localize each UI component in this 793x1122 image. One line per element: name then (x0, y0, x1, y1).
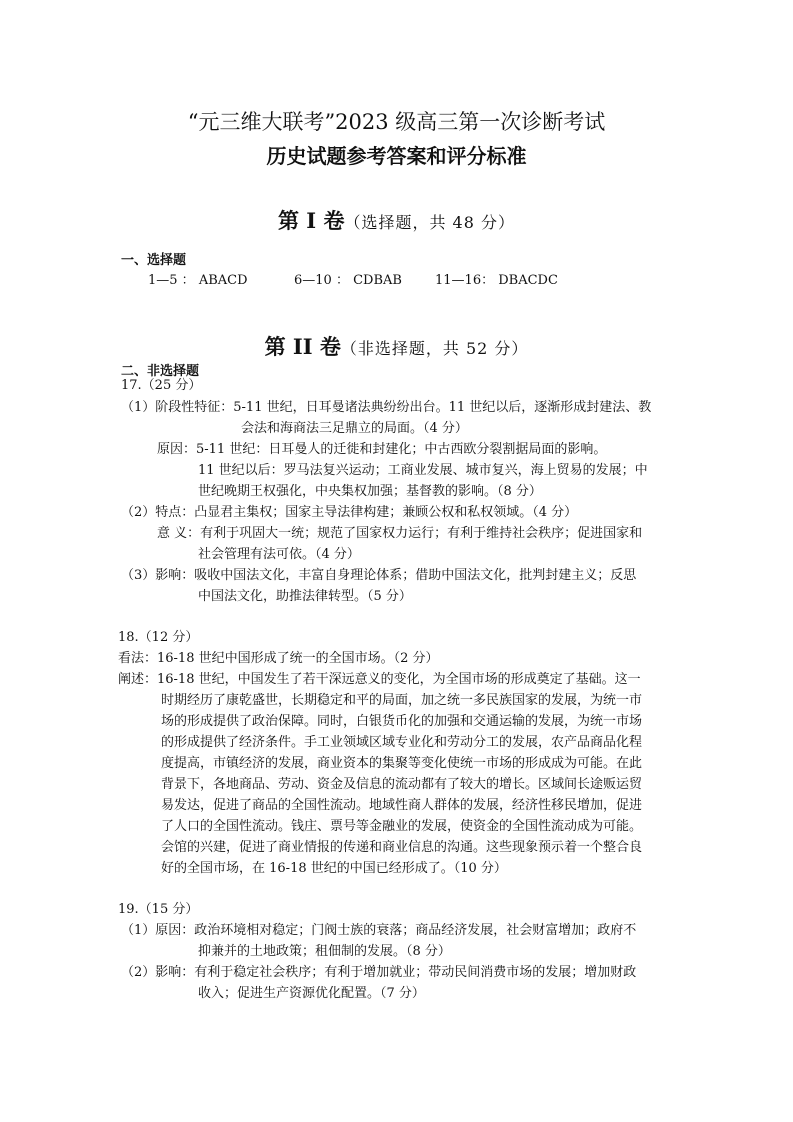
mcq-range: 1—5 ： (148, 273, 195, 288)
volume-2-note: （非选择题，共 52 分） (340, 339, 529, 358)
q17-line: 会法和海商法三足鼎立的局面。（4 分） (241, 421, 468, 436)
section-2-heading: 二、非选择题 (121, 364, 200, 379)
volume-2-heading (0, 331, 793, 361)
q18-line: 好的全国市场，在 16-18 世纪的中国已经形成了。（10 分） (161, 861, 507, 876)
q18-line: 会馆的兴建，促进了商业情报的传递和商业信息的沟通。这些现象预示着一个整合良 (161, 840, 643, 855)
q17-line: （1）阶段性特征：5-11 世纪，日耳曼诸法典纷纷出台。11 世纪以后，逐渐形成封建法、教 (121, 400, 652, 415)
mcq-range: 11—16： (435, 273, 495, 288)
q18-line: 场的形成提供了政治保障。同时，白银货币化的加强和交通运输的发展，为统一市场 (161, 714, 643, 729)
q19-line: 收入；促进生产资源优化配置。（7 分） (198, 986, 425, 1001)
q17-line: 意 义：有利于巩固大一统；规范了国家权力运行；有利于维持社会秩序；促进国家和 (157, 526, 643, 541)
volume-1-heading (0, 205, 793, 235)
q17-line: 社会管理有法可依。（4 分） (198, 547, 360, 562)
q18-line: 时期经历了康乾盛世，长期稳定和平的局面，加之统一多民族国家的发展，为统一市 (161, 693, 643, 708)
q17-line: 原因：5-11 世纪：日耳曼人的迁徙和封建化；中古西欧分裂割据局面的影响。 (157, 442, 607, 457)
mcq-answers: DBACDC (498, 273, 558, 288)
q19-line: （1）原因：政治环境相对稳定；门阀士族的衰落；商品经济发展，社会财富增加；政府不 (121, 923, 637, 938)
q17-line: 11 世纪以后：罗马法复兴运动；工商业发展、城市复兴，海上贸易的发展；中 (198, 463, 648, 478)
q17-line: 中国法文化，助推法律转型。（5 分） (198, 589, 412, 604)
q18-heading: 18.（12 分） (118, 630, 199, 645)
q19-line: 抑兼并的土地政策；租佃制的发展。（8 分） (198, 944, 451, 959)
mcq-group-1 (148, 269, 248, 288)
q18-line: 的形成提供了经济条件。手工业领域区域专业化和劳动分工的发展，农产品商品化程 (161, 735, 643, 750)
q19-heading: 19.（15 分） (118, 902, 199, 917)
q18-line: 阐述：16-18 世纪，中国发生了若干深远意义的变化，为全国市场的形成奠定了基础。这一 (118, 672, 641, 687)
volume-1-note: （选择题，共 48 分） (344, 213, 515, 232)
mcq-answers: CDBAB (353, 273, 402, 288)
q18-line: 了人口的全国性流动。钱庄、票号等金融业的发展，使资金的全国性流动成为可能。 (161, 819, 643, 834)
q18-line: 度提高，市镇经济的发展，商业资本的集聚等变化使统一市场的形成成为可能。在此 (161, 756, 643, 771)
q17-heading: 17.（25 分） (121, 378, 202, 393)
q17-line: （2）特点：凸显君主集权；国家主导法律构建；兼顾公权和私权领域。（4 分） (121, 505, 578, 520)
q19-line: （2）影响：有利于稳定社会秩序；有利于增加就业；带动民间消费市场的发展；增加财政 (121, 965, 637, 980)
q17-line: 世纪晚期王权强化，中央集权加强；基督教的影响。（8 分） (198, 484, 542, 499)
mcq-answers: ABACD (198, 273, 248, 288)
q18-line: 背景下，各地商品、劳动、资金及信息的流动都有了较大的增长。区域间长途贩运贸 (161, 777, 643, 792)
q17-line: （3）影响：吸收中国法文化，丰富自身理论体系；借助中国法文化，批判封建主义；反思 (121, 568, 637, 583)
q18-line: 易发达，促进了商品的全国性流动。地域性商人群体的发展，经济性移民增加，促进 (161, 798, 643, 813)
mcq-range: 6—10 ： (294, 273, 349, 288)
mcq-group-2 (294, 269, 402, 288)
q18-line: 看法：16-18 世纪中国形成了统一的全国市场。（2 分） (118, 651, 439, 666)
section-1-heading: 一、选择题 (121, 253, 187, 268)
volume-2-label: 第 II 卷 (264, 334, 341, 359)
answer-key-subtitle: 历史试题参考答案和评分标准 (266, 144, 527, 168)
volume-1-label: 第 I 卷 (278, 208, 345, 233)
mcq-group-3 (435, 269, 558, 288)
exam-title: “元三维大联考”2023 级高三第一次诊断考试 (187, 110, 606, 134)
